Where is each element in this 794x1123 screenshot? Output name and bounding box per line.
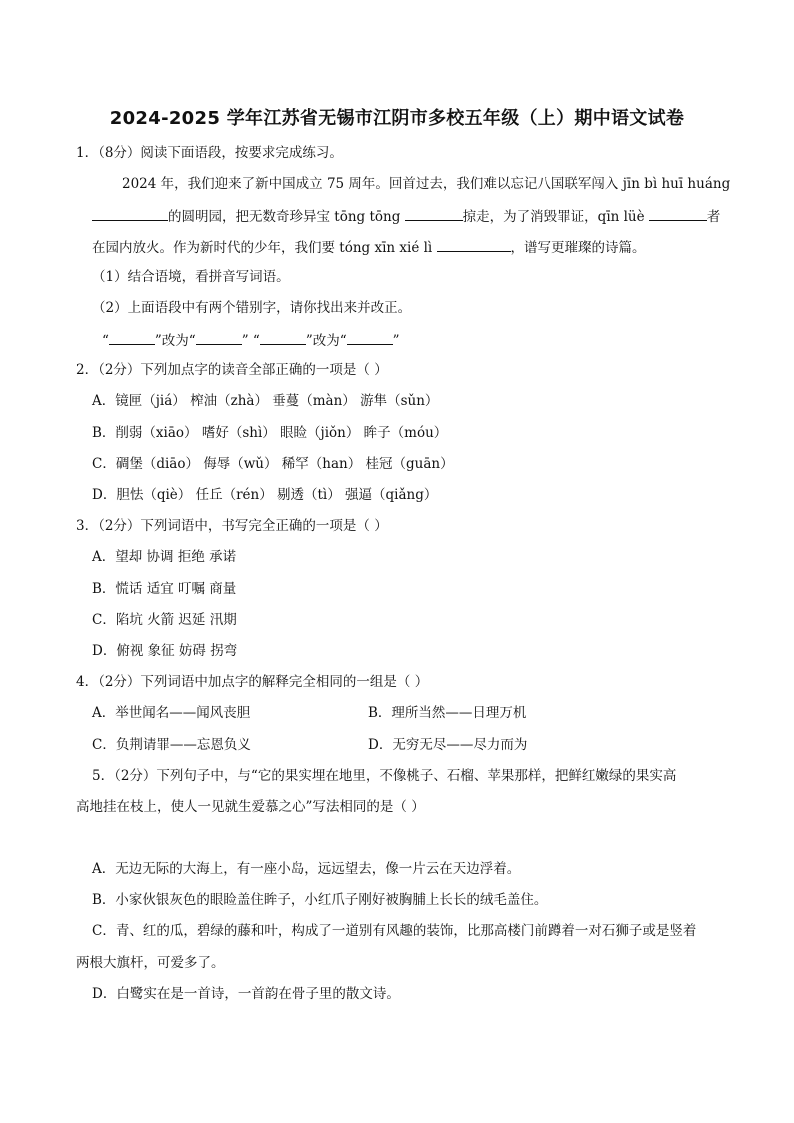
q4-option-a[interactable]: A．举世闻名——闻风丧胆 (92, 705, 251, 721)
blank-correct-char-2[interactable] (347, 330, 393, 345)
q1-p2c-text: 者 (706, 209, 721, 225)
quote-open-1: “ (102, 333, 109, 349)
q3-option-a[interactable]: A．望却 协调 拒绝 承诺 (92, 549, 237, 565)
q1-heading: 1．（8分）阅读下面语段，按要求完成练习。 (76, 145, 343, 161)
blank-qinlue[interactable] (649, 206, 707, 221)
q3-heading: 3．（2分）下列词语中，书写完全正确的一项是（ ） (76, 518, 388, 534)
q1-p3a-text: 在园内放火。作为新时代的少年，我们要 tóng xīn xié lì (92, 240, 433, 256)
blank-wrong-char-2[interactable] (260, 330, 306, 345)
quote-mid: ” “ (241, 333, 260, 349)
q1-p2b-text: 掠走，为了消毁罪证，qīn lüè (462, 209, 645, 225)
q1-p2a-text: 的圆明园，把无数奇珍异宝 tōng tōng (168, 209, 401, 225)
blank-wrong-char-1[interactable] (109, 330, 155, 345)
q4-option-d[interactable]: D．无穷无尽——尽力而为 (368, 737, 528, 753)
q2-option-d[interactable]: D．胆怯（qiè） 任丘（rén） 剔透（tì） 强逼（qiǎng） (92, 487, 438, 503)
q1-passage-line-2 (92, 206, 720, 226)
q5-option-c-line-1[interactable]: C．青、红的瓜，碧绿的藤和叶，构成了一道别有风趣的装饰，比那高楼门前蹲着一对石狮子或是竖着 (92, 923, 697, 939)
q4-option-c[interactable]: C．负荆请罪——忘恩负义 (92, 737, 251, 753)
q5-option-c-line-2[interactable]: 两根大旗杆，可爱多了。 (76, 955, 225, 971)
q5-option-a[interactable]: A．无边无际的大海上，有一座小岛，远远望去，像一片云在天边浮着。 (92, 861, 521, 877)
exam-title: 2024-2025 学年江苏省无锡市江阴市多校五年级（上）期中语文试卷 (109, 108, 685, 129)
blank-tongtong[interactable] (405, 206, 463, 221)
q1-sub-question-2: （2）上面语段中有两个错别字，请你找出来并改正。 (92, 300, 412, 316)
q3-option-d[interactable]: D．俯视 象征 妨碍 拐弯 (92, 643, 238, 659)
q5-heading-line-2: 高地挂在枝上，使人一见就生爱慕之心”写法相同的是（ ） (76, 799, 425, 815)
change-to-1: ”改为“ (154, 333, 196, 349)
q2-option-b[interactable]: B．削弱（xiāo） 嗜好（shì） 眼睑（jiǒn） 眸子（móu） (92, 425, 448, 441)
q3-option-c[interactable]: C．陷坑 火箭 迟延 汛期 (92, 612, 237, 628)
q5-heading-line-1: 5．（2分）下列句子中，与“它的果实埋在地里，不像桃子、石榴、苹果那样，把鲜红嫩绿的果实高 (92, 768, 677, 784)
q1-sub-question-1: （1）结合语境，看拼音写词语。 (92, 269, 290, 285)
q2-option-a[interactable]: A．镜匣（jiá） 榨油（zhà） 垂蔓（màn） 游隼（sǔn） (92, 393, 439, 409)
blank-tongxinxieli[interactable] (437, 237, 511, 252)
q2-heading: 2．（2分）下列加点字的读音全部正确的一项是（ ） (76, 362, 388, 378)
q5-option-b[interactable]: B．小家伙银灰色的眼睑盖住眸子，小红爪子刚好被胸脯上长长的绒毛盖住。 (92, 892, 548, 908)
quote-close-2: ” (392, 333, 400, 349)
blank-correct-char-1[interactable] (196, 330, 242, 345)
q1-p3b-text: ，谱写更璀璨的诗篇。 (510, 240, 646, 256)
q1-correction-row (102, 330, 400, 350)
q3-option-b[interactable]: B．慌话 适宜 叮嘱 商量 (92, 581, 237, 597)
q1-passage-line-1: 2024 年，我们迎来了新中国成立 75 周年。回首过去，我们难以忘记八国联军闯入 jīn bì huī huáng (122, 176, 731, 192)
q5-option-d[interactable]: D．白鹭实在是一首诗，一首韵在骨子里的散文诗。 (92, 986, 400, 1002)
change-to-2: ”改为“ (305, 333, 347, 349)
q2-option-c[interactable]: C．碉堡（diāo） 侮辱（wǔ） 稀罕（han） 桂冠（guān） (92, 456, 454, 472)
q4-option-b[interactable]: B．理所当然——日理万机 (368, 705, 527, 721)
q1-passage-line-3 (92, 237, 646, 257)
blank-jinbihuihuang[interactable] (92, 206, 168, 221)
q4-heading: 4．（2分）下列词语中加点字的解释完全相同的一组是（ ） (76, 674, 429, 690)
